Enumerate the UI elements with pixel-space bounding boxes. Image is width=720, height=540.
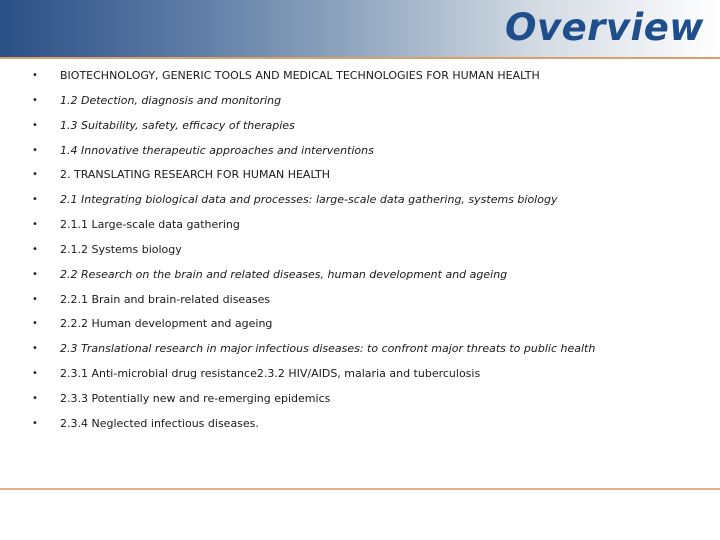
list-item (30, 139, 710, 164)
list-item (30, 412, 710, 437)
list-item-text: 2.1.2 Systems biology (60, 242, 182, 256)
bullet-icon: • (32, 392, 38, 404)
list-item (30, 387, 710, 412)
bullet-icon: • (32, 70, 38, 81)
bullet-icon: • (32, 293, 38, 305)
list-item-text: 2.3.4 Neglected infectious diseases. (60, 416, 259, 430)
list-item-text: 1.3 Suitability, safety, efficacy of therapies (60, 118, 295, 132)
list-item-text: 1.2 Detection, diagnosis and monitoring (60, 93, 282, 107)
bullet-icon: • (32, 417, 38, 429)
title-divider (0, 57, 720, 59)
list-item (30, 213, 710, 238)
list-item (30, 188, 710, 213)
bullet-icon: • (32, 119, 38, 131)
list-item-text: 2.2 Research on the brain and related diseases, human development and ageing (60, 267, 508, 281)
list-item (30, 89, 710, 114)
slide-title: Overview (505, 6, 704, 49)
bullet-icon: • (32, 94, 38, 106)
list-item-text: BIOTECHNOLOGY, GENERIC TOOLS AND MEDICAL TECHNOLOGIES FOR HUMAN HEALTH (60, 69, 540, 82)
bullet-icon: • (32, 368, 38, 380)
bullet-icon: • (32, 219, 38, 231)
list-item (30, 114, 710, 139)
list-item-text: 2.1 Integrating biological data and processes: large-scale data gathering, systems biology (60, 193, 558, 207)
footer-divider (0, 488, 720, 490)
list-item (30, 163, 710, 188)
bullet-icon: • (32, 343, 38, 355)
list-item (30, 263, 710, 288)
list-item-text: 2.2.1 Brain and brain-related diseases (60, 292, 271, 306)
bullet-icon: • (32, 194, 38, 206)
list-item (30, 238, 710, 263)
list-item (30, 362, 710, 387)
list-item-text: 2.2.2 Human development and ageing (60, 317, 273, 331)
list-item (30, 64, 710, 89)
bullet-icon: • (32, 243, 38, 255)
list-item-text: 2.3.3 Potentially new and re-emerging epidemics (60, 391, 331, 405)
bullet-list (30, 64, 710, 437)
bullet-icon: • (32, 318, 38, 330)
list-item-text: 2. TRANSLATING RESEARCH FOR HUMAN HEALTH (60, 168, 331, 182)
list-item (30, 337, 710, 362)
list-item-text: 2.1.1 Large-scale data gathering (60, 218, 240, 232)
list-item-text: 2.3.1 Anti-microbial drug resistance2.3.2 HIV/AIDS, malaria and tuberculosis (60, 367, 481, 381)
list-item (30, 288, 710, 313)
list-item-text: 1.4 Innovative therapeutic approaches and interventions (60, 143, 374, 157)
bullet-icon: • (32, 169, 38, 181)
bullet-icon: • (32, 268, 38, 280)
bullet-icon: • (32, 144, 38, 156)
list-item (30, 312, 710, 337)
list-item-text: 2.3 Translational research in major infectious diseases: to confront major threats to public health (60, 342, 596, 356)
